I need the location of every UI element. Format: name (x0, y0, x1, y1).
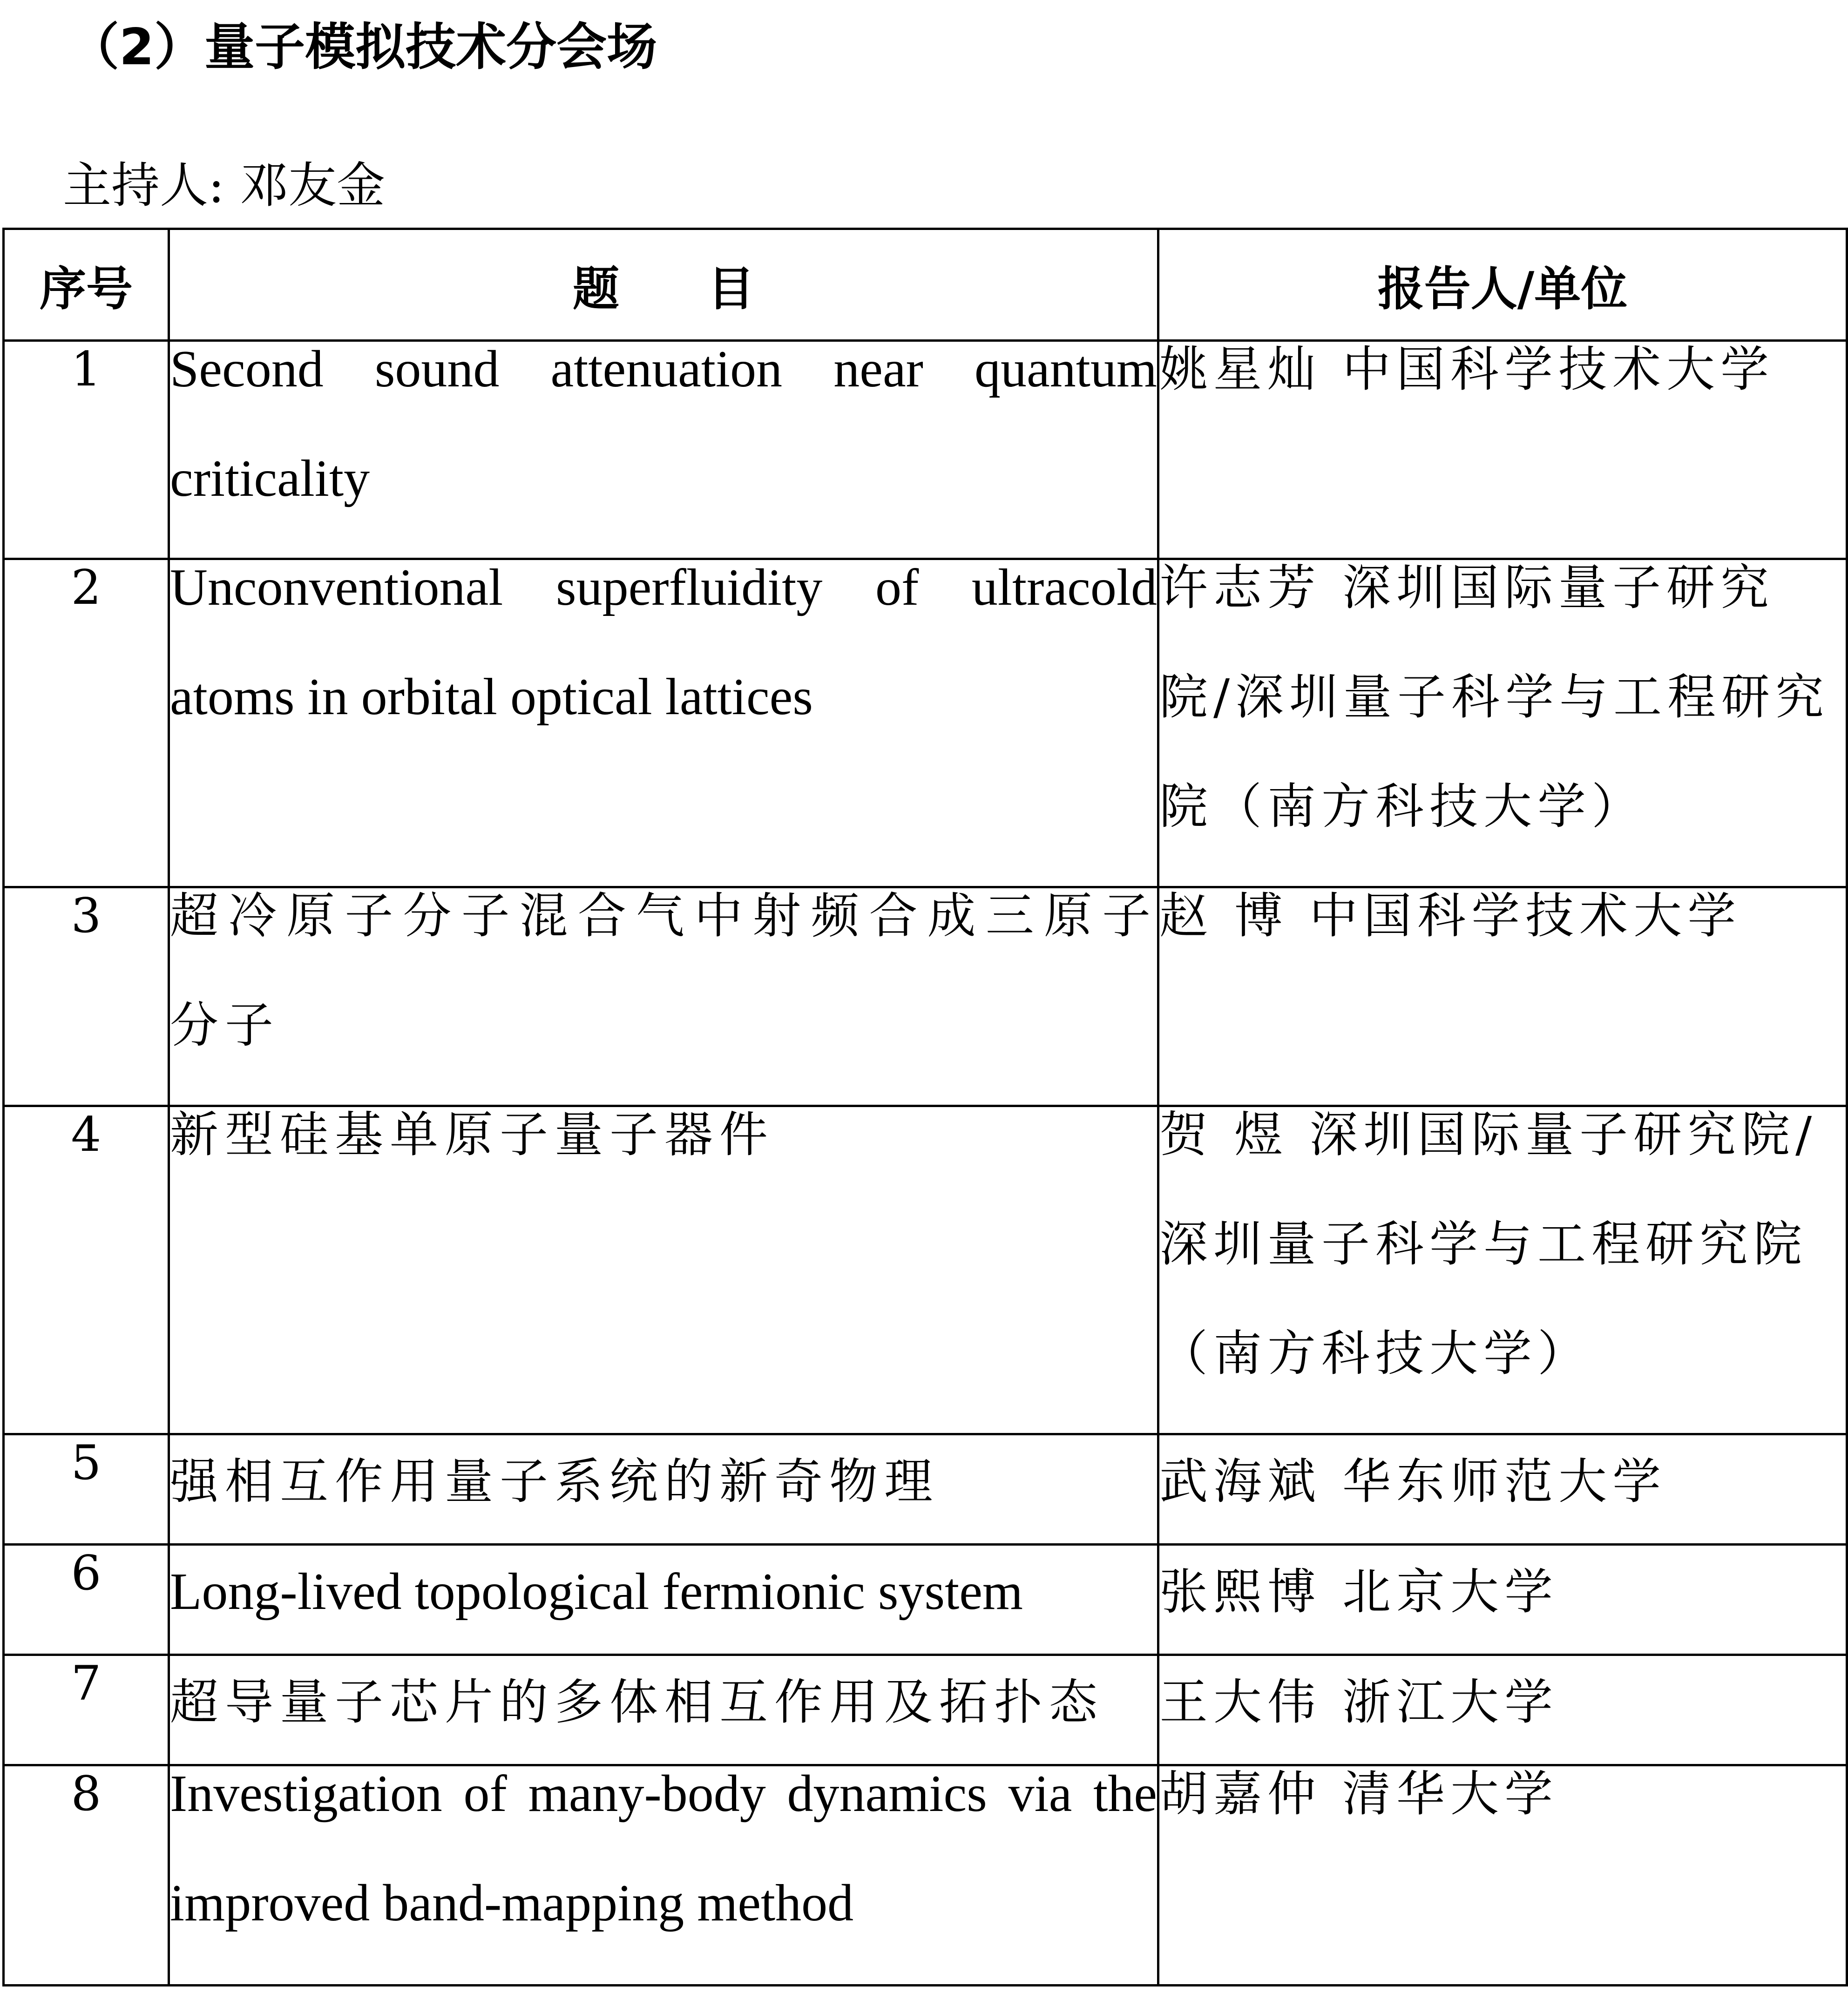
talk-title: Unconventional superfluidity of ultracold atoms in orbital optical lattices (170, 559, 1157, 726)
speaker-cell (1158, 1434, 1847, 1545)
row-number: 7 (4, 1655, 169, 1765)
speaker-cell (1158, 1545, 1847, 1655)
speaker-affiliation: 王大伟 浙江大学 (1159, 1674, 1559, 1730)
talk-title: Long-lived topological fermionic system (170, 1563, 1023, 1621)
row-number: 3 (4, 887, 169, 1106)
row-number: 5 (4, 1434, 169, 1545)
talk-title-cell (169, 559, 1158, 887)
talk-title-cell (169, 1545, 1158, 1655)
section-heading: （2）量子模拟技术分会场 (69, 18, 657, 76)
table-row (4, 1765, 1847, 1986)
talk-title: 强相互作用量子系统的新奇物理 (170, 1453, 940, 1510)
table-row (4, 1434, 1847, 1545)
talk-title: 超冷原子分子混合气中射频合成三原子分子 (170, 887, 1157, 1054)
talk-title: Investigation of many-body dynamics via the improved band-mapping method (170, 1765, 1157, 1932)
speaker-cell (1158, 1765, 1847, 1986)
schedule-table (2, 228, 1848, 1986)
speaker-affiliation: 张熙博 北京大学 (1159, 1563, 1559, 1620)
row-number: 2 (4, 559, 169, 887)
speaker-affiliation: 胡嘉仲 清华大学 (1159, 1765, 1559, 1822)
talk-title-cell (169, 887, 1158, 1106)
talk-title-cell (169, 1434, 1158, 1545)
table-row (4, 1545, 1847, 1655)
row-number: 4 (4, 1106, 169, 1434)
table-row (4, 559, 1847, 887)
talk-title: 新型硅基单原子量子器件 (170, 1106, 775, 1163)
header-speaker: 报告人/单位 (1158, 229, 1847, 341)
speaker-cell (1158, 887, 1847, 1106)
speaker-affiliation: 赵 博 中国科学技术大学 (1159, 887, 1742, 944)
row-number: 6 (4, 1545, 169, 1655)
speaker-affiliation: 武海斌 华东师范大学 (1159, 1453, 1667, 1510)
host-line: 主持人: 邓友金 (63, 157, 386, 214)
talk-title: Second sound attenuation near quantum criticality (170, 340, 1157, 507)
row-number: 1 (4, 341, 169, 559)
speaker-cell (1158, 341, 1847, 559)
talk-title-cell (169, 341, 1158, 559)
table-row (4, 887, 1847, 1106)
row-number: 8 (4, 1765, 169, 1986)
talk-title-cell (169, 1765, 1158, 1986)
speaker-affiliation: 许志芳 深圳国际量子研究院/深圳量子科学与工程研究院（南方科技大学） (1159, 559, 1830, 835)
talk-title: 超导量子芯片的多体相互作用及拓扑态 (170, 1674, 1104, 1730)
table-row (4, 341, 1847, 559)
speaker-cell (1158, 1106, 1847, 1434)
speaker-cell (1158, 559, 1847, 887)
table-row (4, 1106, 1847, 1434)
header-no: 序号 (4, 229, 169, 341)
speaker-affiliation: 姚星灿 中国科学技术大学 (1159, 341, 1775, 398)
speaker-affiliation: 贺 煜 深圳国际量子研究院/深圳量子科学与工程研究院（南方科技大学） (1159, 1106, 1818, 1382)
talk-title-cell (169, 1106, 1158, 1434)
header-title-text: 题目 (573, 261, 843, 316)
